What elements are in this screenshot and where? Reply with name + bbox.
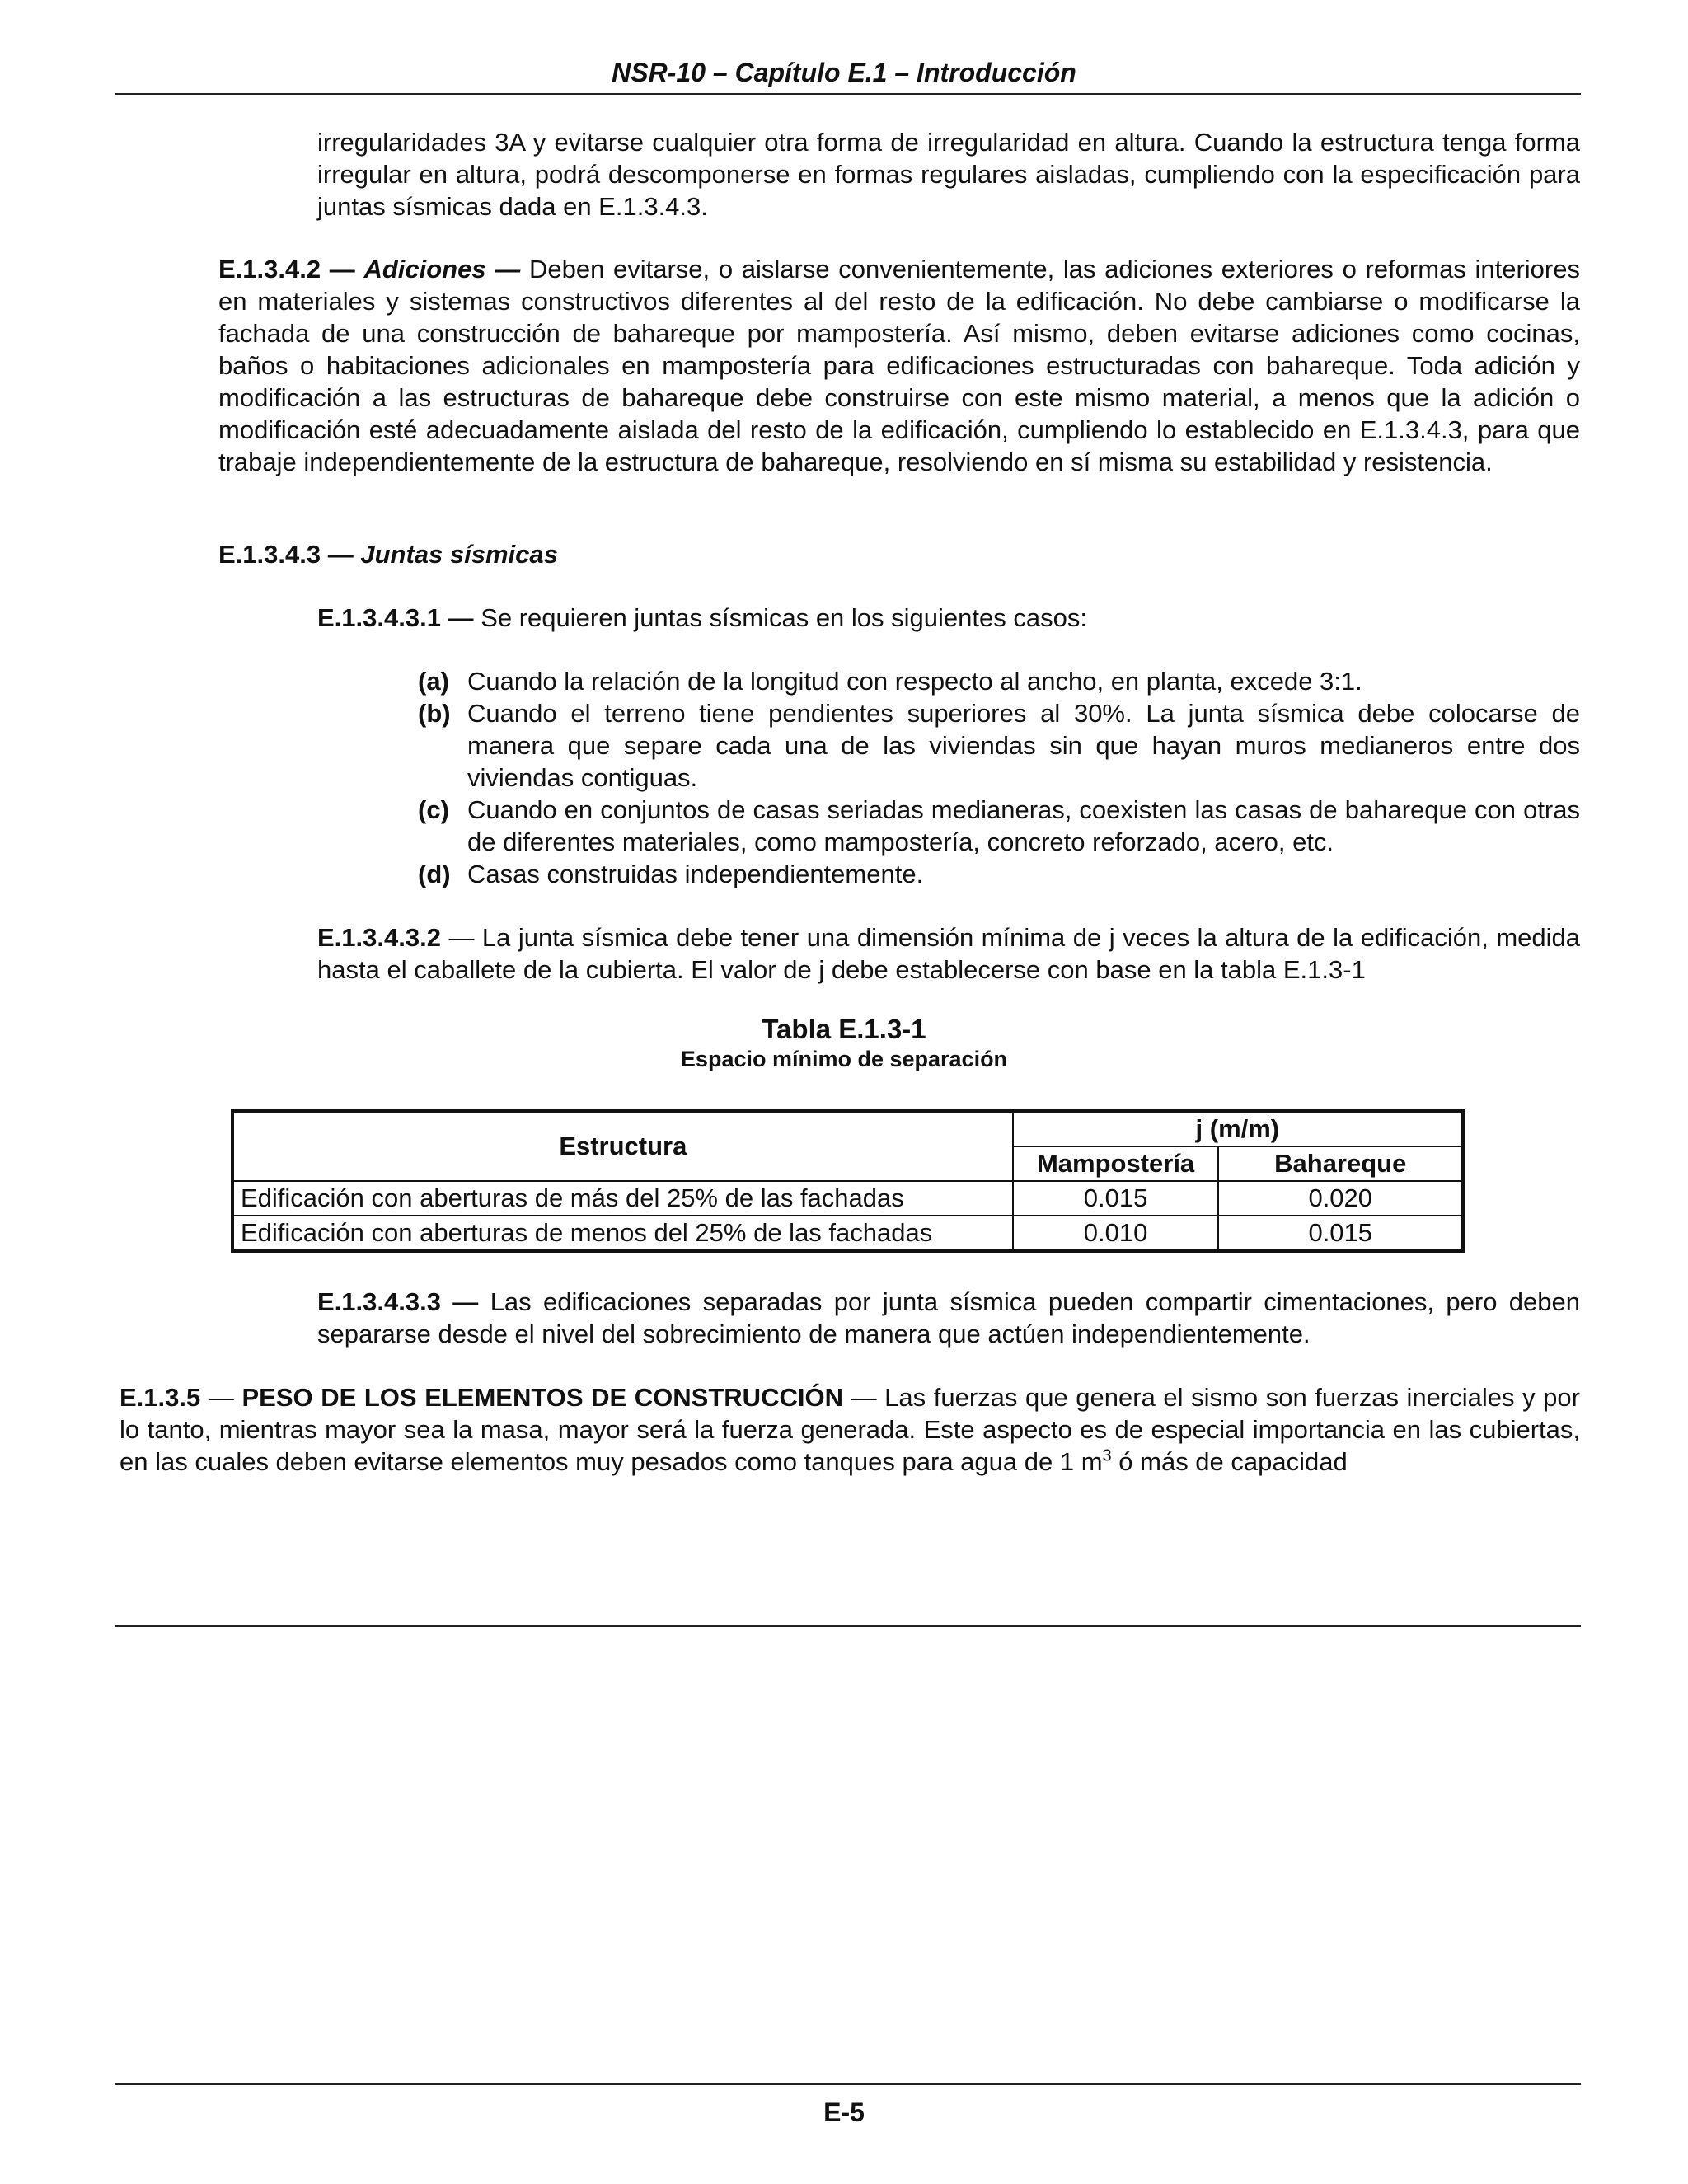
section-title: Juntas sísmicas	[360, 540, 558, 569]
section-number: E.1.3.4.3.3 —	[317, 1287, 479, 1316]
table-row	[232, 1216, 1463, 1251]
page-number: E-5	[823, 2097, 865, 2127]
section-e135-paragraph	[120, 1381, 1580, 1478]
list-item-text: Cuando la relación de la longitud con respecto al ancho, en planta, excede 3:1.	[467, 667, 1362, 696]
section-number: E.1.3.5	[120, 1383, 201, 1412]
list-item-label: (d)	[418, 860, 451, 888]
list-item-c	[418, 794, 1580, 858]
section-e13431-paragraph	[317, 602, 1087, 634]
table-cell-structure: Edificación con aberturas de más del 25% de las fachadas	[232, 1181, 1013, 1216]
list-item-label: (c)	[418, 795, 449, 824]
footer-rule	[115, 2083, 1581, 2085]
intro-paragraph: irregularidades 3A y evitarse cualquier otra forma de irregularidad en altura. Cuando la estructura tenga forma irregular en altura, podrá descomponerse en formas regulares aisladas, cumpliendo con la especificación para juntas sísmicas dada en E.1.3.4.3.	[317, 128, 1580, 221]
table-cell-masonry: 0.010	[1013, 1216, 1219, 1251]
separation-table	[231, 1109, 1465, 1253]
section-number: E.1.3.4.3.1 —	[317, 603, 474, 632]
table-header-masonry: Mampostería	[1013, 1146, 1219, 1181]
section-e13433-paragraph	[317, 1286, 1580, 1350]
list-item-b	[418, 697, 1580, 794]
section-number: E.1.3.4.3.2	[317, 923, 441, 952]
table-header-structure: Estructura	[232, 1111, 1013, 1181]
list-item-label: (a)	[418, 667, 449, 696]
table-cell-bahareque: 0.015	[1218, 1216, 1463, 1251]
section-e1343-heading	[218, 538, 558, 570]
section-text: — Las fuerzas que genera el sismo son fuerzas inerciales y por lo tanto, mientras mayor sea la masa, mayor será la fuerza generada. Este aspecto es de especial importancia en las cubiertas, en las cuales deben evitarse elementos muy pesados como tanques para agua de 1 m	[120, 1383, 1580, 1476]
superscript: 3	[1102, 1446, 1112, 1465]
table-cell-bahareque: 0.020	[1218, 1181, 1463, 1216]
table-subtitle: Espacio mínimo de separación	[680, 1047, 1008, 1071]
list-item-label: (b)	[418, 699, 451, 728]
section-e13432-paragraph	[317, 921, 1580, 986]
list-item-a	[418, 665, 1580, 697]
section-number: E.1.3.4.2 —	[218, 255, 355, 284]
table-header-bahareque: Bahareque	[1218, 1146, 1463, 1181]
list-item-text: Cuando el terreno tiene pendientes superiores al 30%. La junta sísmica debe colocarse de manera que separe cada una de las viviendas sin que hayan muros medianeros entre dos viviendas contiguas.	[467, 699, 1580, 792]
section-text: — La junta sísmica debe tener una dimensión mínima de j veces la altura de la edificación, medida hasta el caballete de la cubierta. El valor de j debe establecerse con base en la tabla E.1.3-1	[317, 923, 1580, 984]
section-text: Las edificaciones separadas por junta sísmica pueden compartir cimentaciones, pero deben separarse desde el nivel del sobrecimiento de manera que actúen independientemente.	[317, 1287, 1581, 1348]
section-tail: ó más de capacidad	[1118, 1447, 1348, 1476]
list-item-text: Casas construidas independientemente.	[467, 860, 924, 888]
separator-rule	[115, 1625, 1581, 1627]
section-text: Se requieren juntas sísmicas en los siguientes casos:	[481, 603, 1087, 632]
section-e1342-paragraph	[218, 253, 1580, 478]
header-rule	[115, 93, 1581, 95]
list-item-d	[418, 858, 1580, 890]
table-cell-structure: Edificación con aberturas de menos del 25% de las fachadas	[232, 1216, 1013, 1251]
section-number: E.1.3.4.3 —	[218, 540, 354, 569]
table-cell-masonry: 0.015	[1013, 1181, 1219, 1216]
table-title: Tabla E.1.3-1	[762, 1014, 926, 1044]
section-text: Deben evitarse, o aislarse convenientemente, las adiciones exteriores o reformas interiores en materiales y sistemas constructivos diferentes al del resto de la edificación. No debe cambiarse o modificarse la fachada de una construcción de bahareque por mampostería. Así mismo, deben evitarse adiciones como cocinas, baños o habitaciones adicionales en mampostería para edificaciones estructuradas con bahareque. Toda adición y modificación a las estructuras de bahareque debe construirse con este mismo material, a menos que la adición o modificación esté adecuadamente aislada del resto de la edificación, cumpliendo lo establecido en E.1.3.4.3, para que trabaje independientemente de la estructura de bahareque, resolviendo en sí misma su estabilidad y resistencia.	[218, 255, 1580, 476]
section-title: Adiciones —	[363, 255, 521, 284]
list-item-text: Cuando en conjuntos de casas seriadas medianeras, coexisten las casas de bahareque con otras de diferentes materiales, como mampostería, concreto reforzado, acero, etc.	[467, 795, 1580, 856]
section-dash: —	[208, 1383, 234, 1412]
table-header-j: j (m/m)	[1013, 1111, 1463, 1146]
section-title: PESO DE LOS ELEMENTOS DE CONSTRUCCIÓN	[241, 1383, 843, 1412]
page-header-title: NSR-10 – Capítulo E.1 – Introducción	[612, 58, 1076, 87]
table-row	[232, 1181, 1463, 1216]
